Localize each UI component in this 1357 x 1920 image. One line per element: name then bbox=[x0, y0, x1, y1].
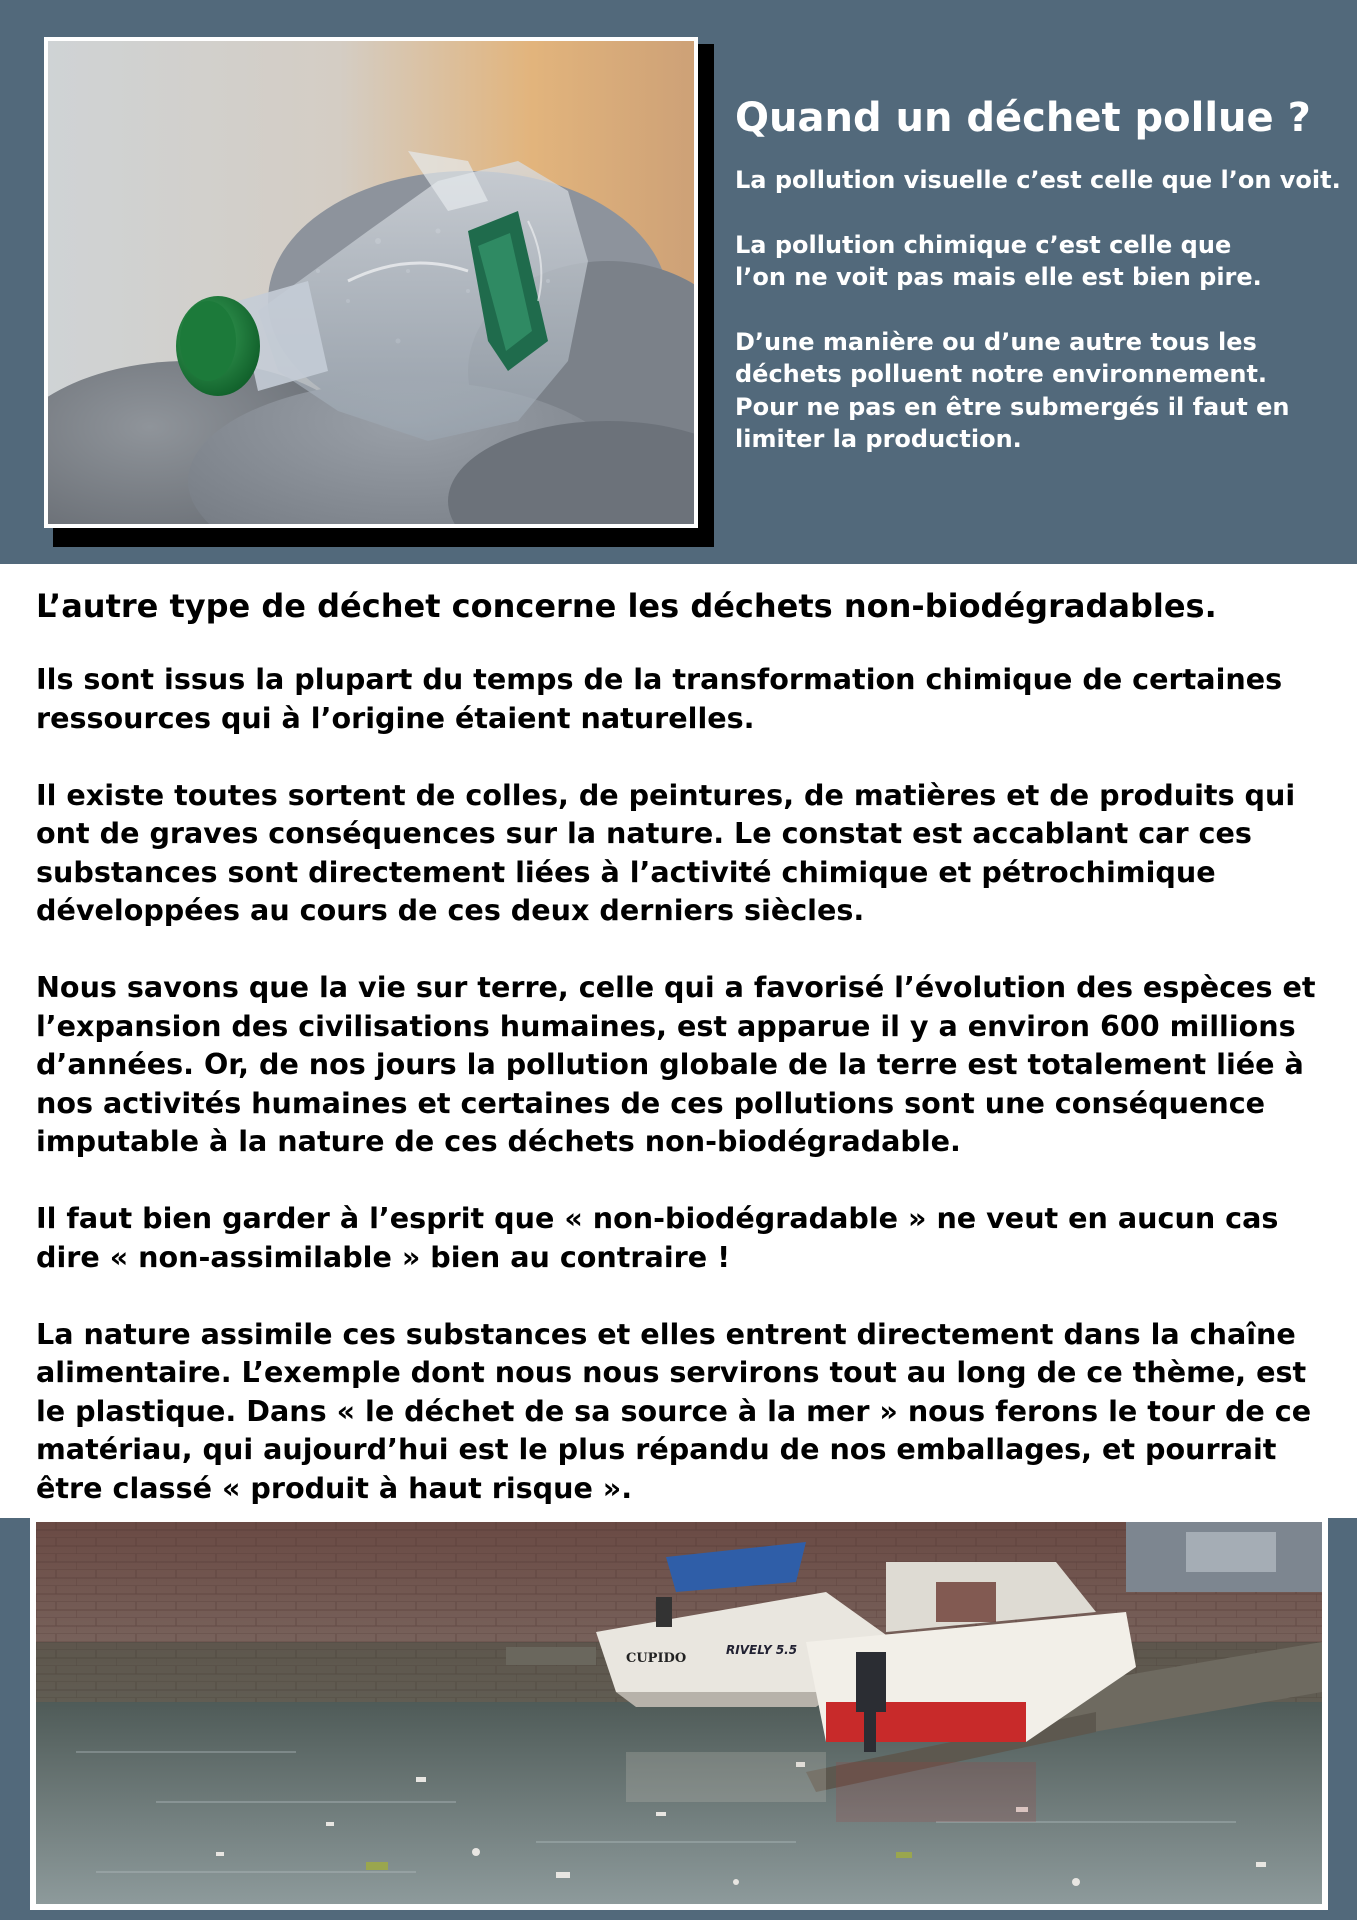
article-body bbox=[36, 660, 1336, 1546]
intro-paragraph-chemical: La pollution chimique c’est celle que l’on ne voit pas mais elle est bien pire. bbox=[735, 230, 1262, 291]
plastic-bottle-photo bbox=[48, 41, 694, 524]
boat-name-rively: RIVELY 5.5 bbox=[726, 1643, 798, 1657]
main-article bbox=[0, 564, 1357, 1518]
article-paragraph-substances: Il existe toutes sortent de colles, de peintures, de matières et de produits qui ont de graves conséquences sur la nature. Le constat est accablant car ces substances sont directement liées à l’activité chimique et pétrochimique développées au cours de ces deux derniers siècles. bbox=[36, 777, 1296, 927]
intro-paragraph-environment: D’une manière ou d’une autre tous les déchets polluent notre environnement. Pour ne pas en être submergés il faut en limiter la production. bbox=[735, 327, 1290, 453]
polluted-harbor-photo bbox=[36, 1522, 1322, 1904]
top-section bbox=[0, 0, 1357, 564]
intro-text-panel bbox=[735, 90, 1345, 488]
boat-name-cupido: CUPIDO bbox=[626, 1651, 687, 1666]
article-paragraph-origin: Ils sont issus la plupart du temps de la transformation chimique de certaines ressources qui à l’origine étaient naturelles. bbox=[36, 662, 1283, 735]
harbor-photo-frame bbox=[30, 1518, 1328, 1910]
article-paragraph-non-assimilable: Il faut bien garder à l’esprit que « non-biodégradable » ne veut en aucun cas dire « non-assimilable » bien au contraire ! bbox=[36, 1201, 1279, 1274]
intro-paragraph-visual: La pollution visuelle c’est celle que l’on voit. bbox=[735, 166, 1341, 194]
article-paragraph-life-on-earth: Nous savons que la vie sur terre, celle qui a favorisé l’évolution des espèces et l’expansion des civilisations humaines, est apparue il y a environ 600 millions d’années. Or, de nos jours la pollution globale de la terre est totalement liée à nos activités humaines et certaines de ces pollutions sont une conséquence imputable à la nature de ces déchets non-biodégradable. bbox=[36, 970, 1316, 1158]
article-paragraph-plastic: La nature assimile ces substances et elles entrent directement dans la chaîne alimentaire. L’exemple dont nous nous servirons tout au long de ce thème, est le plastique. Dans « le déchet de sa source à la mer » nous ferons le tour de ce matériau, qui aujourd’hui est le plus répandu de nos emballages, et pourrait être classé « produit à haut risque ». bbox=[36, 1316, 1312, 1505]
intro-title: Quand un déchet pollue ? bbox=[735, 95, 1311, 141]
article-heading: L’autre type de déchet concerne les déchets non-biodégradables. bbox=[36, 587, 1217, 625]
bottle-photo-frame bbox=[44, 37, 698, 528]
